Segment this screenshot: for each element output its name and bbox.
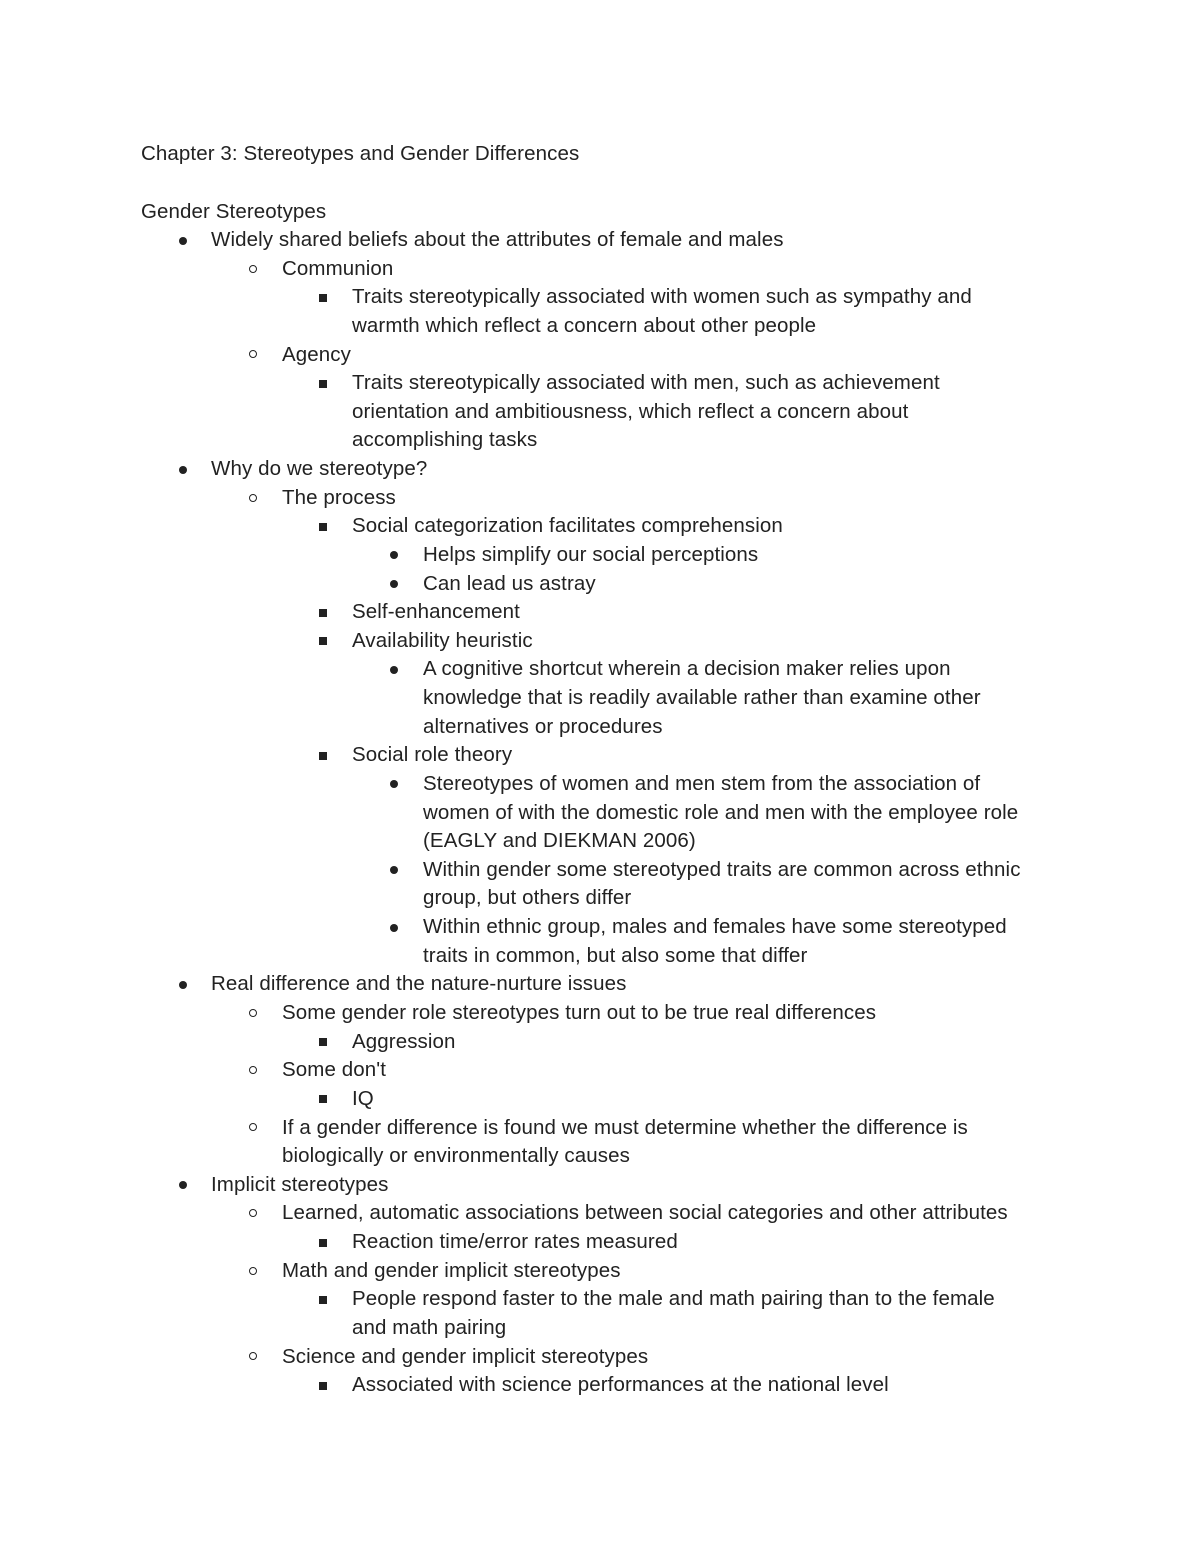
outline-item-level-2: biologically or environmentally causes [282, 1144, 630, 1168]
bullet-square-icon [319, 523, 327, 531]
outline-item-level-4: Can lead us astray [423, 571, 596, 595]
bullet-disc-icon [179, 981, 187, 989]
bullet-disc-icon [179, 466, 187, 474]
outline-item-level-3: Aggression [352, 1029, 456, 1053]
bullet-square-icon [319, 294, 327, 302]
outline-item-level-2: Communion [282, 256, 394, 280]
bullet-disc-icon [390, 551, 398, 559]
bullet-disc-icon [390, 924, 398, 932]
document-title: Chapter 3: Stereotypes and Gender Differences [141, 142, 580, 165]
bullet-disc-icon [390, 780, 398, 788]
outline-item-level-3: Reaction time/error rates measured [352, 1230, 678, 1254]
outline-item-level-4: (EAGLY and DIEKMAN 2006) [423, 829, 696, 853]
outline-item-level-3: People respond faster to the male and math pairing than to the female [352, 1287, 995, 1311]
outline-item-level-3: accomplishing tasks [352, 428, 538, 452]
bullet-circle-icon [249, 350, 257, 358]
outline-item-level-4: Within gender some stereotyped traits are common across ethnic [423, 857, 1021, 881]
outline-item-level-4: traits in common, but also some that differ [423, 943, 808, 967]
outline-item-level-1: Why do we stereotype? [211, 457, 428, 481]
bullet-circle-icon [249, 265, 257, 273]
outline-item-level-3: Social role theory [352, 743, 513, 767]
bullet-circle-icon [249, 1209, 257, 1217]
bullet-circle-icon [249, 1009, 257, 1017]
outline-item-level-2: Learned, automatic associations between social categories and other attributes [282, 1201, 1008, 1225]
bullet-square-icon [319, 1095, 327, 1103]
bullet-square-icon [319, 637, 327, 645]
outline-item-level-3: and math pairing [352, 1315, 507, 1339]
bullet-square-icon [319, 380, 327, 388]
bullet-circle-icon [249, 1123, 257, 1131]
outline-item-level-3: Traits stereotypically associated with women such as sympathy and [352, 285, 972, 309]
outline-item-level-1: Real difference and the nature-nurture issues [211, 972, 627, 996]
outline-item-level-4: group, but others differ [423, 886, 632, 910]
outline-item-level-3: orientation and ambitiousness, which reflect a concern about [352, 399, 909, 423]
bullet-circle-icon [249, 1066, 257, 1074]
outline-item-level-3: Social categorization facilitates comprehension [352, 514, 783, 538]
outline-item-level-3: Self-enhancement [352, 600, 520, 624]
outline-item-level-3: IQ [352, 1086, 374, 1110]
bullet-square-icon [319, 752, 327, 760]
bullet-circle-icon [249, 494, 257, 502]
bullet-disc-icon [179, 237, 187, 245]
bullet-disc-icon [179, 1181, 187, 1189]
outline-item-level-2: If a gender difference is found we must determine whether the difference is [282, 1115, 968, 1139]
outline-item-level-4: women of with the domestic role and men with the employee role [423, 800, 1019, 824]
bullet-disc-icon [390, 666, 398, 674]
outline-item-level-3: Availability heuristic [352, 628, 533, 652]
outline-item-level-4: alternatives or procedures [423, 714, 663, 738]
outline-item-level-2: The process [282, 485, 396, 509]
bullet-disc-icon [390, 580, 398, 588]
outline-item-level-2: Science and gender implicit stereotypes [282, 1344, 649, 1368]
outline-item-level-4: Helps simplify our social perceptions [423, 542, 759, 566]
bullet-square-icon [319, 1239, 327, 1247]
bullet-square-icon [319, 1296, 327, 1304]
outline-item-level-3: Associated with science performances at the national level [352, 1373, 889, 1397]
section-heading: Gender Stereotypes [141, 200, 327, 223]
outline-item-level-2: Agency [282, 342, 351, 366]
bullet-square-icon [319, 609, 327, 617]
outline-item-level-3: Traits stereotypically associated with men, such as achievement [352, 371, 940, 395]
outline-item-level-4: Within ethnic group, males and females have some stereotyped [423, 915, 1007, 939]
bullet-square-icon [319, 1382, 327, 1390]
outline-item-level-4: knowledge that is readily available rather than examine other [423, 686, 981, 710]
bullet-square-icon [319, 1038, 327, 1046]
outline-item-level-2: Some don't [282, 1058, 387, 1082]
bullet-disc-icon [390, 866, 398, 874]
outline-item-level-2: Some gender role stereotypes turn out to be true real differences [282, 1001, 877, 1024]
bullet-circle-icon [249, 1267, 257, 1275]
bullet-circle-icon [249, 1352, 257, 1360]
outline-item-level-1: Implicit stereotypes [211, 1172, 389, 1196]
outline-item-level-1: Widely shared beliefs about the attributes of female and males [211, 228, 784, 251]
outline-item-level-3: warmth which reflect a concern about other people [352, 313, 817, 337]
outline-item-level-4: Stereotypes of women and men stem from the association of [423, 771, 981, 795]
outline-item-level-4: A cognitive shortcut wherein a decision maker relies upon [423, 657, 951, 681]
outline-item-level-2: Math and gender implicit stereotypes [282, 1258, 621, 1282]
